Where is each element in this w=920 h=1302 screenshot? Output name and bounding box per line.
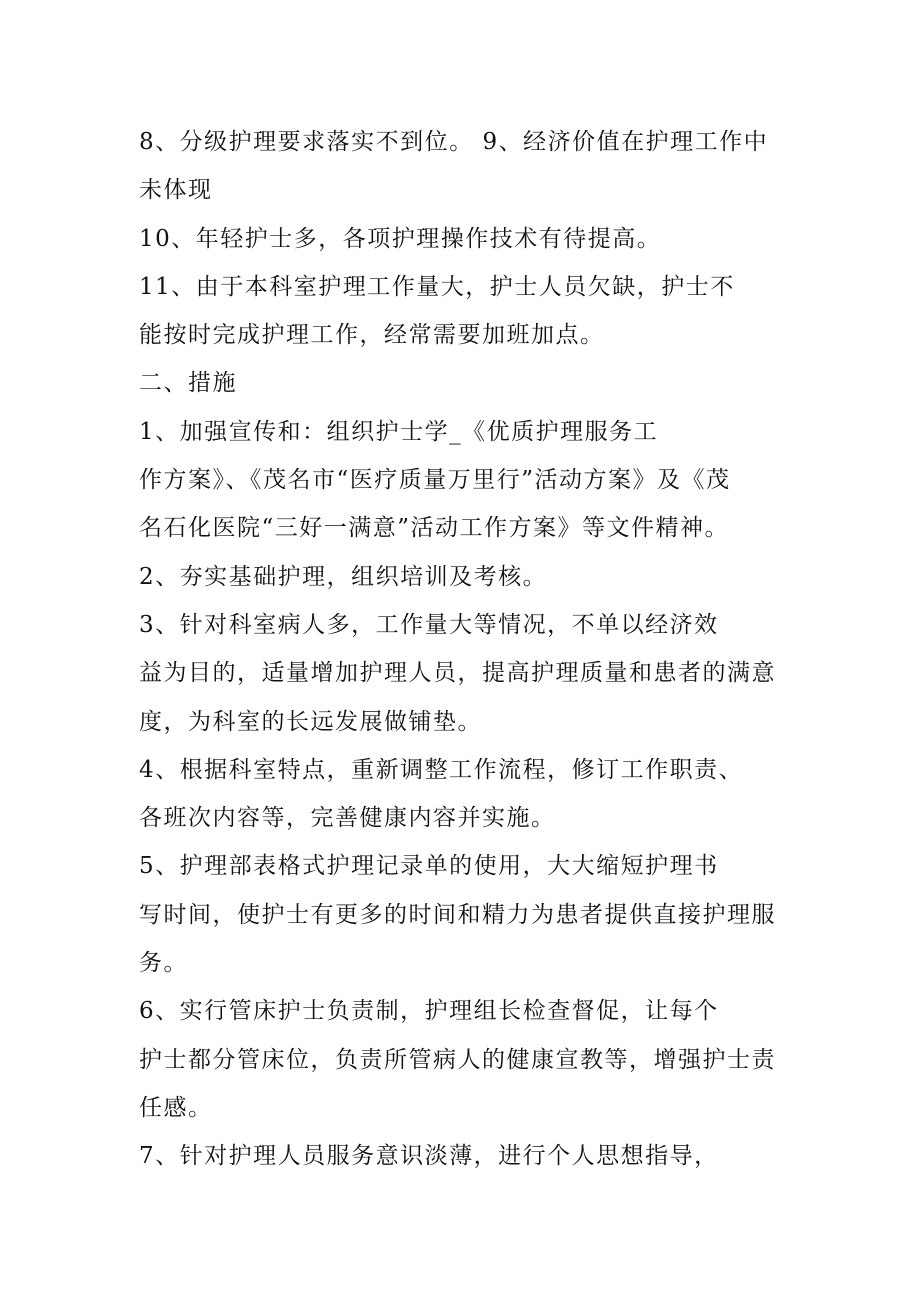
text-line: 10、年轻护士多，各项护理操作技术有待提高。 [139, 225, 662, 252]
text-line: 7、针对护理人员服务意识淡薄，进行个人思想指导， [139, 1143, 719, 1170]
text-line: 2、夯实基础护理，组织培训及考核。 [139, 563, 548, 590]
text-line: 5、护理部表格式护理记录单的使用，大大缩短护理书 [139, 853, 719, 880]
text-line: 6、实行管床护士负责制，护理组长检查督促，让每个 [139, 998, 719, 1025]
text-line: 3、针对科室病人多，工作量大等情况，不单以经济效 [139, 611, 719, 638]
text-line: 写时间，使护士有更多的时间和精力为患者提供直接护理服 [139, 901, 776, 928]
text-line: 8、分级护理要求落实不到位。 9、经济价值在护理工作中 [139, 129, 769, 155]
text-line: 4、根据科室特点，重新调整工作流程，修订工作职责、 [139, 756, 744, 783]
text-line: 作方案》、《茂名市“医疗质量万里行”活动方案》及《茂 [139, 467, 731, 494]
text-line: 务。 [139, 950, 188, 977]
text-line: 益为目的，适量增加护理人员，提高护理质量和患者的满意 [139, 660, 776, 687]
text-line: 护士都分管床位，负责所管病人的健康宣教等，增强护士责 [139, 1046, 776, 1073]
text-line: 1、加强宣传和：组织护士学_《优质护理服务工 [139, 418, 659, 445]
text-line: 各班次内容等，完善健康内容并实施。 [139, 805, 556, 832]
text-line: 未体现 [139, 177, 213, 204]
text-line: 能按时完成护理工作，经常需要加班加点。 [139, 322, 605, 349]
text-line: 度，为科室的长远发展做铺垫。 [139, 708, 482, 735]
document-body [139, 118, 789, 1181]
text-line: 11、由于本科室护理工作量大，护士人员欠缺，护士不 [139, 273, 735, 300]
text-line: 任感。 [139, 1094, 213, 1121]
section-heading: 二、措施 [139, 370, 237, 397]
text-line: 名石化医院“三好一满意”活动工作方案》等文件精神。 [139, 515, 730, 542]
